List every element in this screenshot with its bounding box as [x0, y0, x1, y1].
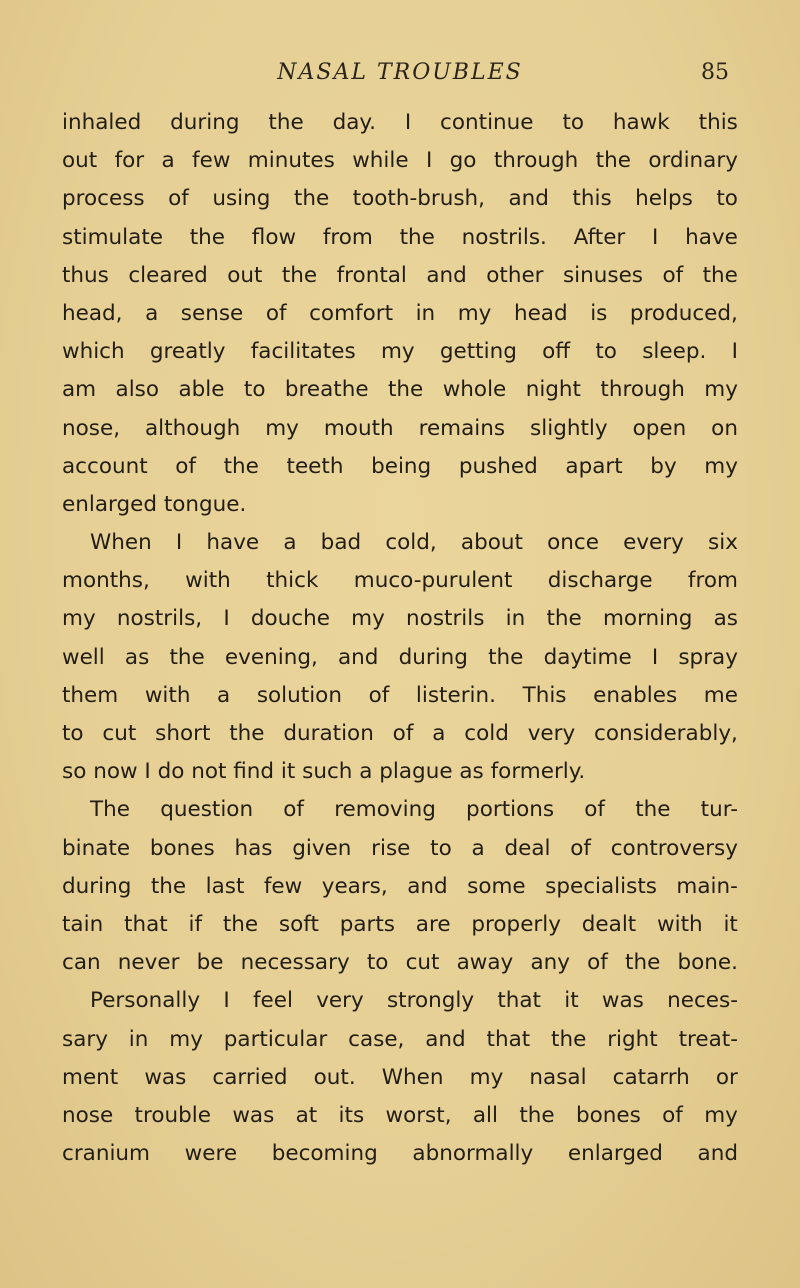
word: whole — [442, 377, 507, 403]
word: I — [731, 339, 738, 365]
word: case, — [348, 1026, 405, 1052]
word: of — [392, 721, 414, 746]
word: of — [265, 300, 287, 326]
word: as — [713, 606, 738, 632]
text-line — [62, 257, 738, 295]
word: last — [205, 873, 245, 899]
word: hawk — [612, 110, 670, 135]
word: being — [371, 453, 432, 479]
word: main- — [676, 873, 738, 899]
word: I — [223, 988, 230, 1014]
text-line — [62, 1097, 738, 1135]
word: years, — [321, 873, 388, 899]
word: to — [716, 186, 738, 212]
word: nostrils, — [116, 606, 203, 632]
word: removing — [334, 797, 436, 823]
text-line — [62, 791, 738, 829]
word: six — [708, 530, 738, 556]
word: with — [185, 568, 231, 594]
word: to — [595, 339, 617, 365]
word: them — [62, 682, 119, 708]
word: are — [415, 911, 451, 937]
word: months, — [62, 568, 150, 594]
word: daytime — [543, 644, 632, 670]
word: through — [600, 377, 685, 403]
word: abnormally — [412, 1141, 534, 1167]
word: never — [117, 950, 180, 976]
word: the — [702, 262, 738, 288]
word: my — [704, 377, 738, 403]
word: with — [657, 911, 703, 937]
word: treat- — [678, 1026, 738, 1052]
word: enables — [593, 682, 678, 708]
word: by — [650, 453, 677, 479]
word: tur- — [700, 797, 738, 823]
word: well — [62, 644, 105, 670]
word: has — [234, 835, 273, 861]
word: during — [170, 110, 240, 135]
word: out — [62, 148, 98, 174]
running-title: NASAL TROUBLES — [277, 60, 523, 85]
word: solution — [256, 682, 342, 708]
word: soft — [278, 911, 319, 937]
word: question — [160, 797, 254, 823]
text-line: enlarged tongue. — [62, 491, 247, 517]
word: given — [292, 835, 352, 861]
word: account — [62, 453, 148, 479]
text-line — [62, 715, 738, 753]
word: facilitates — [250, 339, 356, 365]
word: ment — [62, 1064, 119, 1090]
word: it — [723, 911, 738, 937]
text-line — [62, 562, 738, 600]
word: its — [338, 1102, 365, 1128]
word: cold, — [385, 530, 437, 556]
word: to — [430, 835, 452, 861]
word: which — [62, 339, 125, 365]
text-line — [62, 982, 738, 1020]
word: I — [651, 644, 659, 670]
word: I — [652, 224, 659, 250]
word: in — [505, 606, 526, 632]
word: catarrh — [612, 1064, 690, 1090]
word: the — [293, 186, 330, 212]
word: the — [150, 873, 187, 899]
word: After — [573, 224, 626, 250]
word: stimulate — [62, 224, 163, 250]
word: in — [128, 1026, 149, 1052]
word: a — [471, 835, 485, 861]
word: once — [547, 530, 599, 556]
word: remains — [418, 415, 506, 441]
word: the — [388, 377, 424, 403]
word: properly — [471, 911, 561, 937]
word: other — [486, 262, 544, 288]
word: cleared — [128, 262, 208, 288]
word: right — [607, 1026, 658, 1052]
word: that — [497, 988, 541, 1014]
word: my — [704, 453, 738, 479]
word: day. — [332, 110, 376, 135]
word: slightly — [530, 415, 608, 441]
word: sinuses — [562, 262, 644, 288]
word: a — [432, 721, 446, 746]
word: neces- — [667, 988, 738, 1014]
word: of — [584, 797, 605, 823]
word: thick — [266, 568, 319, 594]
word: of — [662, 262, 684, 288]
text-line — [62, 142, 738, 180]
word: the — [169, 644, 205, 670]
word: morning — [602, 606, 693, 632]
word: thus — [62, 262, 109, 288]
word: on — [711, 415, 738, 441]
word: When — [90, 530, 152, 556]
word: the — [281, 262, 318, 288]
word: frontal — [336, 262, 407, 288]
word: that — [486, 1026, 531, 1052]
word: I — [425, 148, 433, 174]
word: go — [449, 148, 477, 174]
word: cut — [405, 950, 440, 976]
word: getting — [439, 339, 517, 365]
text-line — [62, 600, 738, 638]
text-line — [62, 677, 738, 715]
word: of — [368, 682, 390, 708]
text-line — [62, 524, 738, 562]
word: of — [168, 186, 189, 212]
word: head — [513, 300, 568, 326]
word: to — [62, 721, 84, 746]
word: the — [519, 1102, 555, 1128]
word: using — [212, 186, 271, 212]
word: from — [687, 568, 738, 594]
word: breathe — [284, 377, 369, 403]
word: a — [145, 300, 159, 326]
word: was — [144, 1064, 187, 1090]
text-line — [62, 104, 738, 142]
word: during — [62, 873, 132, 899]
word: and — [508, 186, 549, 212]
text-line — [62, 180, 738, 218]
text-line — [62, 410, 738, 448]
word: in — [415, 300, 436, 326]
word: as — [124, 644, 150, 670]
word: am — [62, 377, 97, 403]
word: that — [124, 911, 168, 937]
word: out. — [313, 1064, 356, 1090]
word: greatly — [149, 339, 226, 365]
word: When — [381, 1064, 444, 1090]
word: were — [184, 1141, 238, 1167]
word: I — [175, 530, 183, 556]
word: and — [426, 262, 467, 288]
word: about — [460, 530, 523, 556]
word: off — [542, 339, 571, 365]
word: comfort — [309, 300, 394, 326]
word: douche — [250, 606, 330, 632]
word: every — [623, 530, 684, 556]
word: any — [530, 950, 570, 976]
word: deal — [504, 835, 551, 861]
word: be — [196, 950, 224, 976]
word: produced, — [629, 300, 738, 326]
text-line — [62, 333, 738, 371]
word: night — [525, 377, 581, 403]
word: minutes — [247, 148, 335, 174]
word: portions — [466, 797, 555, 823]
word: of — [570, 835, 591, 861]
word: pushed — [458, 453, 538, 479]
word: carried — [212, 1064, 288, 1090]
word: trouble — [134, 1102, 211, 1128]
word: the — [268, 110, 304, 135]
word: nose — [62, 1102, 114, 1128]
word: can — [62, 950, 101, 976]
word: muco-purulent — [353, 568, 513, 594]
word: few — [192, 148, 231, 174]
word: dealt — [581, 911, 637, 937]
word: have — [206, 530, 260, 556]
word: cut — [102, 721, 137, 746]
word: and — [407, 873, 448, 899]
word: particular — [223, 1026, 328, 1052]
word: I — [404, 110, 412, 135]
word: process — [62, 186, 145, 212]
word: open — [632, 415, 687, 441]
word: considerably, — [594, 721, 738, 746]
word: This — [522, 682, 567, 708]
word: sary — [62, 1026, 108, 1052]
word: the — [399, 224, 435, 250]
word: necessary — [240, 950, 350, 976]
word: cold — [464, 721, 509, 746]
word: of — [283, 797, 304, 823]
word: my — [704, 1102, 738, 1128]
word: duration — [283, 721, 374, 746]
text-line — [62, 295, 738, 333]
text-line — [62, 906, 738, 944]
word: bones — [149, 835, 215, 861]
word: for — [114, 148, 145, 174]
word: some — [467, 873, 526, 899]
word: this — [572, 186, 612, 212]
word: or — [715, 1064, 738, 1090]
word: rise — [371, 835, 411, 861]
word: the — [229, 721, 265, 746]
word: The — [90, 797, 130, 823]
word: nostrils. — [461, 224, 547, 250]
word: of — [662, 1102, 683, 1128]
word: the — [551, 1026, 587, 1052]
text-line — [62, 448, 738, 486]
body-text — [62, 104, 738, 1173]
word: strongly — [386, 988, 475, 1014]
word: is — [590, 300, 608, 326]
word: short — [155, 721, 211, 746]
word: sleep. — [642, 339, 707, 365]
word: the — [625, 950, 661, 976]
word: cranium — [62, 1141, 151, 1167]
word: a — [161, 148, 175, 174]
word: my — [351, 606, 385, 632]
word: my — [380, 339, 415, 365]
word: the — [223, 453, 259, 479]
word: very — [316, 988, 364, 1014]
word: bone. — [677, 950, 738, 976]
word: nose, — [62, 415, 121, 441]
word: and — [697, 1141, 738, 1167]
text-line — [62, 1059, 738, 1097]
word: discharge — [547, 568, 653, 594]
word: the — [189, 224, 226, 250]
word: of — [587, 950, 608, 976]
word: a — [217, 682, 231, 708]
word: the — [488, 644, 524, 670]
text-line — [62, 219, 738, 257]
word: few — [263, 873, 303, 899]
word: apart — [565, 453, 623, 479]
word: with — [144, 682, 191, 708]
word: helps — [635, 186, 693, 212]
word: evening, — [224, 644, 318, 670]
word: inhaled — [62, 110, 142, 135]
word: this — [698, 110, 738, 135]
word: although — [145, 415, 241, 441]
page-number: 85 — [701, 60, 729, 85]
word: controversy — [610, 835, 738, 861]
text-line — [62, 1135, 738, 1173]
word: was — [601, 988, 644, 1014]
word: bad — [320, 530, 362, 556]
word: I — [223, 606, 230, 632]
text-line: so now I do not find it such a plague as formerly. — [62, 759, 586, 785]
text-line — [62, 371, 738, 409]
word: to — [562, 110, 585, 135]
word: to — [243, 377, 266, 403]
word: my — [457, 300, 492, 326]
word: bones — [575, 1102, 641, 1128]
word: have — [685, 224, 738, 250]
word: spray — [678, 644, 738, 670]
word: mouth — [323, 415, 394, 441]
word: tooth-brush, — [352, 186, 485, 212]
word: parts — [339, 911, 395, 937]
word: teeth — [286, 453, 344, 479]
word: me — [703, 682, 738, 708]
word: my — [169, 1026, 203, 1052]
word: listerin. — [415, 682, 496, 708]
word: able — [178, 377, 225, 403]
word: head, — [62, 300, 123, 326]
word: specialists — [545, 873, 657, 899]
word: and — [337, 644, 379, 670]
word: a — [283, 530, 297, 556]
word: nasal — [529, 1064, 587, 1090]
word: my — [469, 1064, 504, 1090]
text-line — [62, 868, 738, 906]
text-line — [62, 1021, 738, 1059]
word: it — [564, 988, 579, 1014]
word: very — [527, 721, 576, 746]
text-line — [62, 639, 738, 677]
word: the — [546, 606, 582, 632]
word: sense — [180, 300, 244, 326]
word: while — [352, 148, 409, 174]
word: flow — [251, 224, 297, 250]
word: worst, — [385, 1102, 452, 1128]
running-head — [0, 60, 800, 90]
word: from — [322, 224, 373, 250]
word: the — [595, 148, 631, 174]
text-line — [62, 944, 738, 982]
word: away — [456, 950, 514, 976]
word: through — [493, 148, 579, 174]
word: also — [115, 377, 160, 403]
word: to — [366, 950, 389, 976]
word: if — [188, 911, 203, 937]
word: becoming — [271, 1141, 378, 1167]
word: during — [398, 644, 468, 670]
word: feel — [252, 988, 293, 1014]
word: enlarged — [567, 1141, 663, 1167]
word: of — [175, 453, 196, 479]
word: my — [62, 606, 96, 632]
text-line — [62, 830, 738, 868]
word: tain — [62, 911, 104, 937]
word: out — [227, 262, 263, 288]
word: the — [222, 911, 259, 937]
word: nostrils — [406, 606, 485, 632]
word: and — [425, 1026, 466, 1052]
word: Personally — [90, 988, 201, 1014]
word: was — [232, 1102, 275, 1128]
word: continue — [440, 110, 534, 135]
word: the — [635, 797, 671, 823]
word: ordinary — [648, 148, 738, 174]
word: at — [295, 1102, 318, 1128]
word: all — [472, 1102, 498, 1128]
word: my — [265, 415, 299, 441]
word: binate — [62, 835, 131, 861]
